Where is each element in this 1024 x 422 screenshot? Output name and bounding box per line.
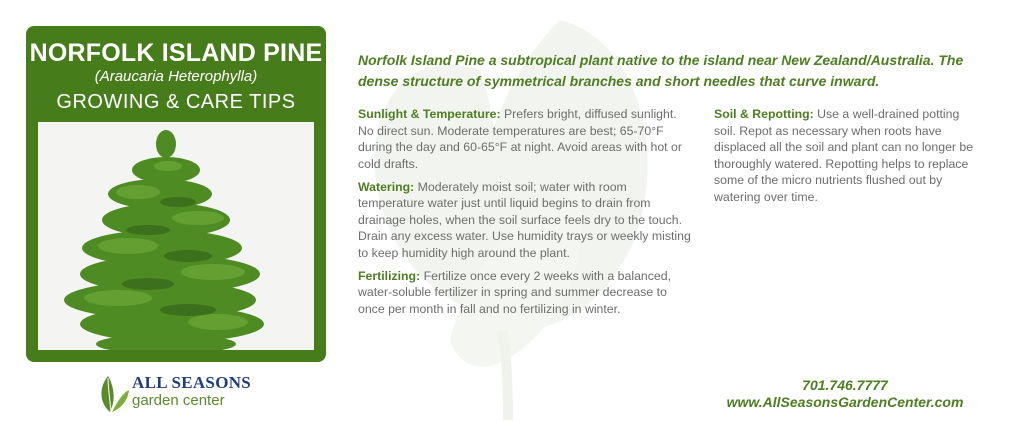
website-link[interactable]: www.AllSeasonsGardenCenter.com bbox=[726, 394, 964, 410]
phone-number: 701.746.7777 bbox=[802, 377, 888, 393]
scientific-name: (Araucaria Heterophylla) bbox=[94, 68, 258, 85]
store-logo bbox=[96, 370, 266, 414]
tip-label: Watering: bbox=[358, 179, 415, 194]
tip-text: Use a well-drained potting soil. Repot as necessary when roots have displaced all the soil and plant can no longer be thoroughly watered. Repotting helps to replace some of the micro nutrients flushed out by watering over time. bbox=[714, 107, 974, 204]
tip-label: Soil & Repotting: bbox=[714, 107, 814, 121]
logo-tagline: garden center bbox=[132, 392, 225, 409]
care-column-right bbox=[714, 106, 984, 212]
tip-text: Fertilize once every 2 weeks with a balanced, water-soluble fertilizer in spring and summer decrease to once per month in fall and no fertilizing in winter. bbox=[358, 268, 672, 316]
plant-photo bbox=[38, 122, 314, 350]
plant-name: NORFOLK ISLAND PINE bbox=[29, 39, 323, 67]
tip-watering bbox=[358, 179, 693, 262]
tip-text: Moderately moist soil; water with room temperature water just until liquid begins to drain from drainage holes, when the soil surface feels dry to the touch. Drain any excess water. Use humidity trays or weekly misting to keep humidity high around the plant. bbox=[358, 179, 691, 260]
pine-tree-illustration bbox=[38, 122, 314, 350]
tip-text: Prefers bright, diffused sunlight. No direct sun. Moderate temperatures are best; 65-70°F during the day and 60-65°F at night. Avoid areas with hot or cold drafts. bbox=[358, 107, 682, 171]
tip-sunlight bbox=[358, 106, 693, 172]
plant-intro: Norfolk Island Pine a subtropical plant native to the island near New Zealand/Australia. The dense structure of symmetrical branches and short needles that curve inward. bbox=[358, 52, 964, 89]
logo-brand-name: ALL SEASONS bbox=[132, 373, 252, 392]
plant-info-card bbox=[26, 26, 326, 362]
tip-label: Fertilizing: bbox=[358, 268, 421, 283]
leaf-logo-icon bbox=[96, 370, 130, 414]
tip-label: Sunlight & Temperature: bbox=[358, 107, 501, 121]
tip-fertilizing bbox=[358, 268, 693, 318]
care-column-left bbox=[358, 106, 693, 324]
care-tips-heading: GROWING & CARE TIPS bbox=[56, 91, 296, 113]
tip-soil bbox=[714, 106, 984, 205]
